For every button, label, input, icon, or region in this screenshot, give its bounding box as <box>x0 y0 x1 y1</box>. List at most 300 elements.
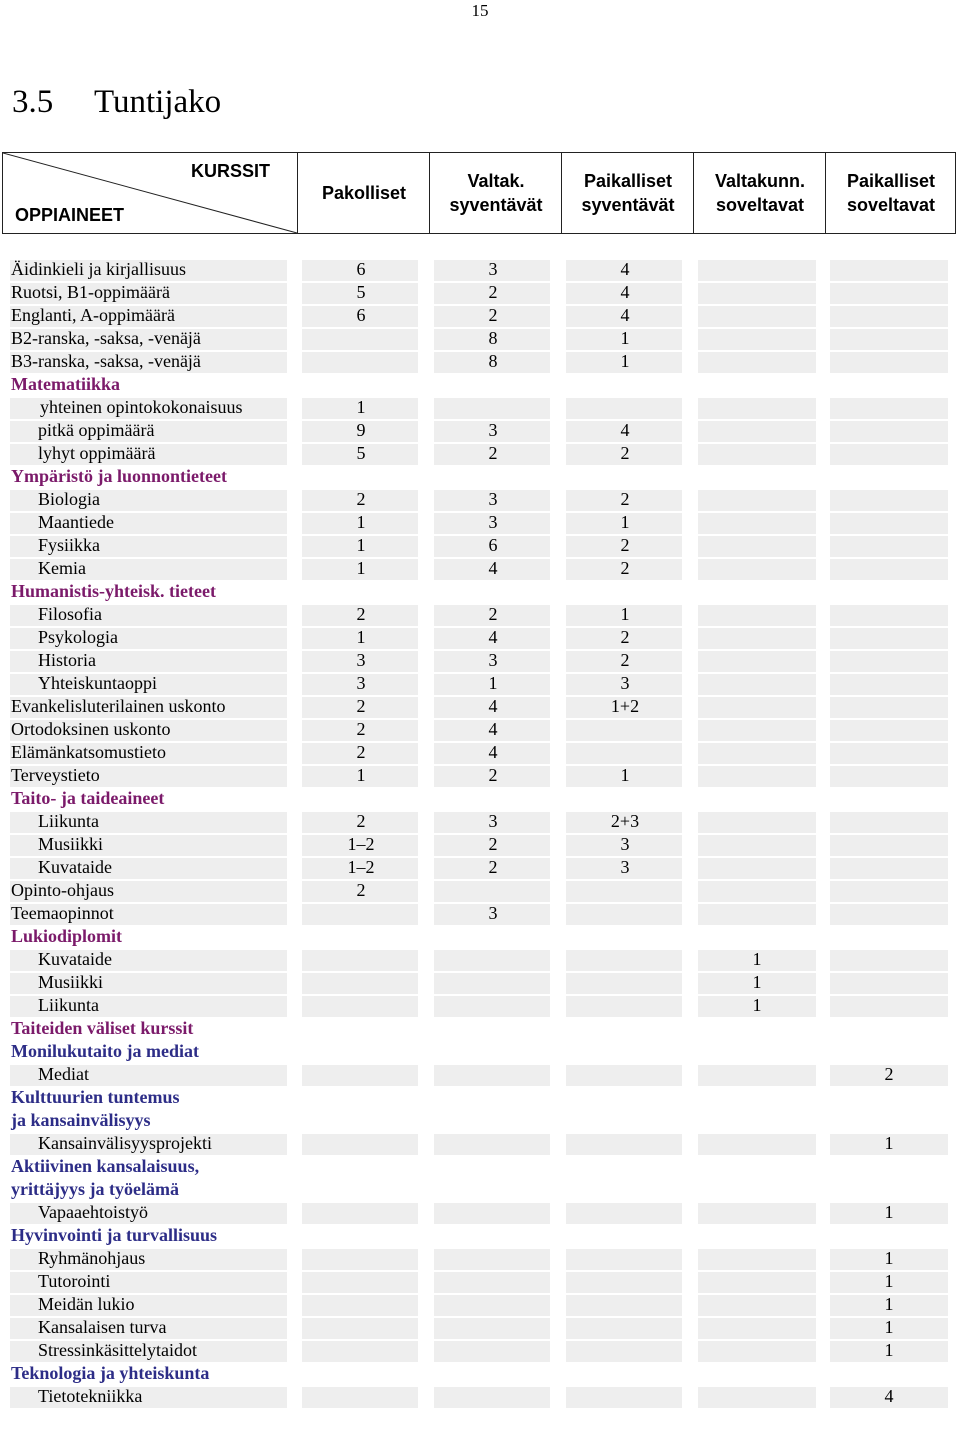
subject-label: Psykologia <box>38 627 119 647</box>
course-count-cell: 2 <box>620 535 630 555</box>
subject-label: Englanti, A-oppimäärä <box>11 305 175 325</box>
course-count-cell: 6 <box>356 305 366 325</box>
course-count-cell: 2 <box>488 857 498 877</box>
subject-label: Vapaaehtoistyö <box>38 1202 148 1222</box>
course-count-cell: 1 <box>356 627 366 647</box>
subject-label: Maantiede <box>38 512 114 532</box>
course-count-cell: 8 <box>488 328 498 348</box>
table-row <box>0 741 960 764</box>
course-count-cell: 4 <box>620 282 630 302</box>
table-row <box>0 419 960 442</box>
cell-shade <box>698 1295 816 1316</box>
course-count-cell: 1–2 <box>347 857 375 877</box>
course-count-cell: 1 <box>356 397 366 417</box>
cell-shade <box>698 835 816 856</box>
subject-label: Stressinkäsittelytaidot <box>38 1340 197 1360</box>
course-count-cell: 2 <box>488 834 498 854</box>
course-count-cell: 4 <box>620 259 630 279</box>
cell-shade <box>698 1249 816 1270</box>
course-count-cell: 4 <box>488 719 498 739</box>
cell-shade <box>698 536 816 557</box>
cell-shade <box>302 1065 418 1086</box>
header-col-valtak-syventavat <box>429 153 562 233</box>
subject-category-label: ja kansainvälisyys <box>11 1110 151 1130</box>
subject-label: Yhteiskuntaoppi <box>38 673 157 693</box>
course-count-cell: 2 <box>356 604 366 624</box>
cell-shade <box>698 1318 816 1339</box>
cell-shade <box>434 973 550 994</box>
course-count-cell: 8 <box>488 351 498 371</box>
course-count-cell: 3 <box>488 420 498 440</box>
cell-shade <box>566 881 682 902</box>
cell-shade <box>698 513 816 534</box>
cell-shade <box>566 1387 682 1408</box>
subject-category-label: Ympäristö ja luonnontieteet <box>11 466 227 486</box>
cell-shade <box>830 766 948 787</box>
cell-shade <box>434 1272 550 1293</box>
cell-shade <box>698 490 816 511</box>
cell-shade <box>830 260 948 281</box>
header-col-label: soveltavat <box>846 195 936 215</box>
table-row <box>0 350 960 373</box>
subject-label: Opinto-ohjaus <box>11 880 114 900</box>
cell-shade <box>566 950 682 971</box>
cell-shade <box>830 306 948 327</box>
course-count-cell: 3 <box>356 650 366 670</box>
table-row <box>0 580 960 603</box>
cell-shade <box>698 329 816 350</box>
header-col-label: Valtakunn. <box>714 171 806 191</box>
course-count-cell: 1 <box>356 512 366 532</box>
cell-shade <box>434 1249 550 1270</box>
table-header <box>2 152 956 234</box>
course-count-cell: 4 <box>488 696 498 716</box>
header-col-label: soveltavat <box>715 195 805 215</box>
subject-label: yhteinen opintokokonaisuus <box>40 397 243 417</box>
cell-shade <box>698 628 816 649</box>
table-row <box>0 465 960 488</box>
subject-label: Biologia <box>38 489 100 509</box>
subject-label: Liikunta <box>38 811 99 831</box>
subject-label: Fysiikka <box>38 535 101 555</box>
table-body <box>0 258 960 1408</box>
course-count-cell: 1+2 <box>610 696 640 716</box>
cell-shade <box>302 1203 418 1224</box>
cell-shade <box>698 651 816 672</box>
cell-shade <box>566 1272 682 1293</box>
cell-shade <box>698 421 816 442</box>
subject-category-label: Monilukutaito ja mediat <box>11 1041 200 1061</box>
subject-label: B2-ranska, -saksa, -venäjä <box>11 328 201 348</box>
cell-shade <box>698 1065 816 1086</box>
table-row <box>0 1316 960 1339</box>
course-count-cell: 2 <box>488 282 498 302</box>
cell-shade <box>566 398 682 419</box>
course-count-cell: 2 <box>884 1064 894 1084</box>
cell-shade <box>830 720 948 741</box>
cell-shade <box>830 881 948 902</box>
subject-label: Kansalaisen turva <box>38 1317 167 1337</box>
table-row <box>0 327 960 350</box>
cell-shade <box>698 743 816 764</box>
cell-shade <box>566 1295 682 1316</box>
course-count-cell: 4 <box>620 305 630 325</box>
cell-shade <box>566 1341 682 1362</box>
cell-shade <box>698 605 816 626</box>
table-row <box>0 787 960 810</box>
cell-shade <box>698 1341 816 1362</box>
table-row <box>0 1063 960 1086</box>
section-title: Tuntijako <box>94 84 222 120</box>
cell-shade <box>698 260 816 281</box>
cell-shade <box>698 444 816 465</box>
page-number: 15 <box>471 1 489 20</box>
course-count-cell: 1 <box>620 328 630 348</box>
table-row <box>0 856 960 879</box>
cell-shade <box>830 812 948 833</box>
course-count-cell: 2 <box>356 489 366 509</box>
cell-shade <box>434 1134 550 1155</box>
course-count-cell: 3 <box>356 673 366 693</box>
course-count-cell: 2 <box>356 811 366 831</box>
header-kurssit: KURSSIT <box>191 161 271 181</box>
table-row <box>0 1178 960 1201</box>
cell-shade <box>566 1065 682 1086</box>
course-count-cell: 1 <box>884 1248 894 1268</box>
cell-shade <box>698 398 816 419</box>
course-count-cell: 1 <box>884 1317 894 1337</box>
table-row <box>0 810 960 833</box>
subject-label: pitkä oppimäärä <box>38 420 155 440</box>
course-count-cell: 2 <box>488 765 498 785</box>
course-count-cell: 1 <box>620 604 630 624</box>
cell-shade <box>830 421 948 442</box>
subject-label: Musiikki <box>38 972 104 992</box>
subject-label: Musiikki <box>38 834 104 854</box>
subject-label: Tutorointi <box>38 1271 111 1291</box>
course-count-cell: 2 <box>620 443 630 463</box>
cell-shade <box>698 812 816 833</box>
subject-label: B3-ranska, -saksa, -venäjä <box>11 351 201 371</box>
cell-shade <box>434 398 550 419</box>
cell-shade <box>302 973 418 994</box>
course-count-cell: 1 <box>884 1202 894 1222</box>
cell-shade <box>698 904 816 925</box>
subject-label: Meidän lukio <box>38 1294 135 1314</box>
cell-shade <box>566 743 682 764</box>
cell-shade <box>434 1295 550 1316</box>
cell-shade <box>698 1134 816 1155</box>
course-count-cell: 3 <box>488 259 498 279</box>
course-count-cell: 4 <box>620 420 630 440</box>
subject-label: Kansainvälisyysprojekti <box>38 1133 212 1153</box>
header-col-label: Paikalliset <box>846 171 936 191</box>
cell-shade <box>830 835 948 856</box>
section-heading <box>12 84 221 121</box>
cell-shade <box>302 1249 418 1270</box>
cell-shade <box>698 766 816 787</box>
subject-label: Mediat <box>38 1064 89 1084</box>
header-col-paikalliset-syventavat <box>561 153 694 233</box>
subject-label: lyhyt oppimäärä <box>38 443 156 463</box>
cell-shade <box>302 1387 418 1408</box>
cell-shade <box>566 1318 682 1339</box>
course-count-cell: 1 <box>356 765 366 785</box>
table-row <box>0 879 960 902</box>
subject-label: Kuvataide <box>38 949 112 969</box>
cell-shade <box>434 1065 550 1086</box>
table-row <box>0 1017 960 1040</box>
cell-shade <box>566 1249 682 1270</box>
cell-shade <box>698 720 816 741</box>
subject-category-label: Lukiodiplomit <box>11 926 123 946</box>
cell-shade <box>698 1387 816 1408</box>
subject-label: Ruotsi, B1-oppimäärä <box>11 282 170 302</box>
table-row <box>0 304 960 327</box>
cell-shade <box>302 1318 418 1339</box>
subject-category-label: Teknologia ja yhteiskunta <box>11 1363 210 1383</box>
cell-shade <box>302 1134 418 1155</box>
course-count-cell: 2 <box>356 719 366 739</box>
course-count-cell: 1 <box>752 949 762 969</box>
cell-shade <box>830 651 948 672</box>
cell-shade <box>302 329 418 350</box>
course-count-cell: 1 <box>356 535 366 555</box>
table-row <box>0 1040 960 1063</box>
cell-shade <box>698 283 816 304</box>
header-col-paikalliset-soveltavat <box>825 153 956 233</box>
course-count-cell: 6 <box>488 535 498 555</box>
table-row <box>0 626 960 649</box>
subject-category-label: Kulttuurien tuntemus <box>11 1087 180 1107</box>
subject-label: Kemia <box>38 558 86 578</box>
table-row <box>0 1293 960 1316</box>
cell-shade <box>830 490 948 511</box>
cell-shade <box>830 444 948 465</box>
table-row <box>0 764 960 787</box>
cell-shade <box>698 1272 816 1293</box>
course-count-cell: 5 <box>356 282 366 302</box>
header-col-label: syventävät <box>449 195 543 215</box>
course-count-cell: 2 <box>356 880 366 900</box>
subject-label: Tietotekniikka <box>38 1386 143 1406</box>
cell-shade <box>830 674 948 695</box>
subject-label: Historia <box>38 650 96 670</box>
cell-shade <box>698 352 816 373</box>
table-row <box>0 511 960 534</box>
subject-label: Elämänkatsomustieto <box>11 742 166 762</box>
subject-label: Ryhmänohjaus <box>38 1248 146 1268</box>
cell-shade <box>566 996 682 1017</box>
course-count-cell: 3 <box>488 512 498 532</box>
table-row <box>0 442 960 465</box>
cell-shade <box>566 973 682 994</box>
header-col-label: Paikalliset <box>583 171 673 191</box>
cell-shade <box>830 697 948 718</box>
section-number: 3.5 <box>12 84 54 120</box>
course-count-cell: 1–2 <box>347 834 375 854</box>
course-count-cell: 2 <box>356 696 366 716</box>
course-count-cell: 6 <box>356 259 366 279</box>
course-count-cell: 2 <box>620 627 630 647</box>
cell-shade <box>698 697 816 718</box>
cell-shade <box>434 996 550 1017</box>
table-row <box>0 971 960 994</box>
course-count-cell: 2 <box>488 604 498 624</box>
course-count-cell: 3 <box>620 673 630 693</box>
table-row <box>0 1201 960 1224</box>
cell-shade <box>698 1203 816 1224</box>
course-count-cell: 1 <box>884 1340 894 1360</box>
cell-shade <box>830 559 948 580</box>
subject-category-label: yrittäjyys ja työelämä <box>11 1179 179 1199</box>
subject-category-label: Hyvinvointi ja turvallisuus <box>11 1225 218 1245</box>
table-row <box>0 1270 960 1293</box>
cell-shade <box>698 674 816 695</box>
course-count-cell: 2 <box>620 650 630 670</box>
course-count-cell: 4 <box>488 627 498 647</box>
cell-shade <box>698 559 816 580</box>
cell-shade <box>302 1295 418 1316</box>
course-count-cell: 1 <box>752 995 762 1015</box>
cell-shade <box>302 1341 418 1362</box>
course-count-cell: 4 <box>884 1386 894 1406</box>
subject-label: Evankelisluterilainen uskonto <box>11 696 226 716</box>
cell-shade <box>830 743 948 764</box>
cell-shade <box>830 513 948 534</box>
subject-label: Teemaopinnot <box>11 903 114 923</box>
cell-shade <box>830 996 948 1017</box>
table-row <box>0 902 960 925</box>
table-row <box>0 695 960 718</box>
course-count-cell: 1 <box>752 972 762 992</box>
table-row <box>0 1155 960 1178</box>
table-row <box>0 557 960 580</box>
table-row <box>0 488 960 511</box>
cell-shade <box>830 536 948 557</box>
cell-shade <box>302 352 418 373</box>
subject-label: Kuvataide <box>38 857 112 877</box>
cell-shade <box>566 720 682 741</box>
course-count-cell: 1 <box>884 1294 894 1314</box>
table-row <box>0 1224 960 1247</box>
table-row <box>0 373 960 396</box>
course-count-cell: 5 <box>356 443 366 463</box>
course-count-cell: 2 <box>488 305 498 325</box>
table-row <box>0 833 960 856</box>
cell-shade <box>830 973 948 994</box>
course-count-cell: 9 <box>356 420 366 440</box>
table-row <box>0 925 960 948</box>
table-row <box>0 1086 960 1109</box>
subject-label: Terveystieto <box>11 765 100 785</box>
course-count-cell: 4 <box>488 558 498 578</box>
table-row <box>0 1132 960 1155</box>
cell-shade <box>830 628 948 649</box>
cell-shade <box>830 329 948 350</box>
course-count-cell: 2 <box>356 742 366 762</box>
table-row <box>0 603 960 626</box>
subject-category-label: Aktiivinen kansalaisuus, <box>11 1156 200 1176</box>
cell-shade <box>830 398 948 419</box>
header-col-pakolliset <box>297 153 430 233</box>
table-row <box>0 1385 960 1408</box>
course-count-cell: 1 <box>488 673 498 693</box>
cell-shade <box>830 283 948 304</box>
cell-shade <box>830 858 948 879</box>
course-count-cell: 1 <box>620 765 630 785</box>
course-count-cell: 4 <box>488 742 498 762</box>
subject-label: Ortodoksinen uskonto <box>11 719 171 739</box>
cell-shade <box>830 352 948 373</box>
course-count-cell: 3 <box>488 811 498 831</box>
table-row <box>0 258 960 281</box>
course-count-cell: 1 <box>620 351 630 371</box>
table-row <box>0 718 960 741</box>
cell-shade <box>830 605 948 626</box>
cell-shade <box>434 1203 550 1224</box>
cell-shade <box>698 306 816 327</box>
header-col-label: Valtak. <box>467 171 525 191</box>
course-count-cell: 1 <box>884 1271 894 1291</box>
table-row <box>0 994 960 1017</box>
subject-category-label: Matematiikka <box>11 374 120 394</box>
course-count-cell: 2 <box>620 489 630 509</box>
table-row <box>0 1362 960 1385</box>
subject-label: Filosofia <box>38 604 103 624</box>
table-row <box>0 649 960 672</box>
cell-shade <box>302 1272 418 1293</box>
course-count-cell: 3 <box>620 857 630 877</box>
table-row <box>0 534 960 557</box>
course-count-cell: 2+3 <box>610 811 640 831</box>
cell-shade <box>830 904 948 925</box>
cell-shade <box>434 1318 550 1339</box>
course-count-cell: 3 <box>620 834 630 854</box>
cell-shade <box>434 1341 550 1362</box>
course-count-cell: 3 <box>488 650 498 670</box>
cell-shade <box>434 950 550 971</box>
cell-shade <box>302 996 418 1017</box>
course-count-cell: 2 <box>620 558 630 578</box>
table-row <box>0 948 960 971</box>
cell-shade <box>566 904 682 925</box>
cell-shade <box>302 950 418 971</box>
cell-shade <box>566 1203 682 1224</box>
cell-shade <box>698 881 816 902</box>
table-row <box>0 1109 960 1132</box>
subject-category-label: Taiteiden väliset kurssit <box>11 1018 194 1038</box>
header-col-label: Pakolliset <box>321 183 407 203</box>
cell-shade <box>434 1387 550 1408</box>
course-count-cell: 1 <box>884 1133 894 1153</box>
table-row <box>0 672 960 695</box>
header-oppiaineet: OPPIAINEET <box>15 205 125 225</box>
subject-category-label: Humanistis-yhteisk. tieteet <box>11 581 216 601</box>
cell-shade <box>302 904 418 925</box>
subject-label: Liikunta <box>38 995 99 1015</box>
table-row <box>0 1339 960 1362</box>
cell-shade <box>830 950 948 971</box>
course-count-cell: 2 <box>488 443 498 463</box>
subject-label: Äidinkieli ja kirjallisuus <box>11 259 186 279</box>
subject-category-label: Taito- ja taideaineet <box>11 788 165 808</box>
course-count-cell: 1 <box>356 558 366 578</box>
table-row <box>0 1247 960 1270</box>
table-row <box>0 396 960 419</box>
course-count-cell: 3 <box>488 903 498 923</box>
header-col-label: syventävät <box>581 195 675 215</box>
